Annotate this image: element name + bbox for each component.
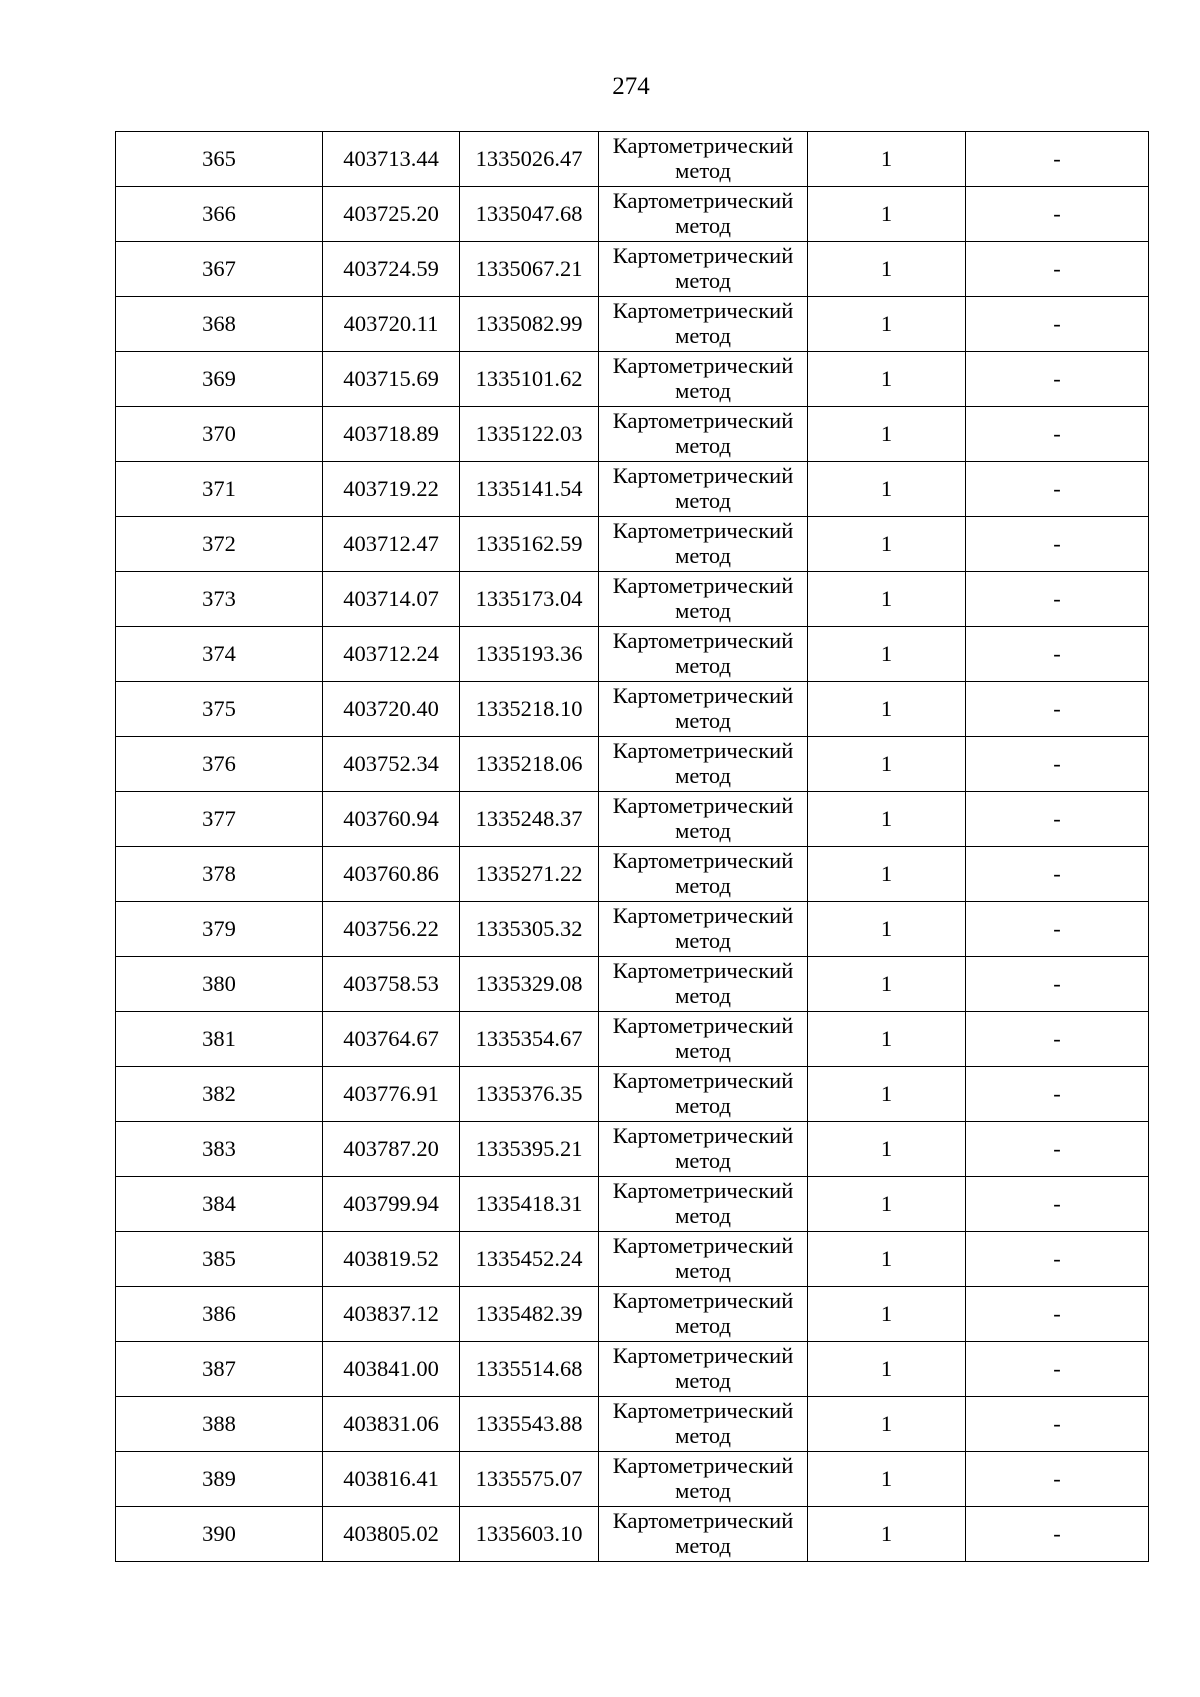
- method-line-1: Картометрический: [612, 243, 794, 268]
- point-number-cell: 377: [116, 792, 323, 847]
- method-line-2: метод: [675, 1093, 731, 1118]
- description-cell: -: [966, 627, 1149, 682]
- accuracy-cell: 1: [808, 1397, 966, 1452]
- x-coordinate-cell: 403720.40: [323, 682, 460, 737]
- method-line-2: метод: [675, 983, 731, 1008]
- table-row: [116, 462, 1149, 517]
- x-coordinate-cell: 403756.22: [323, 902, 460, 957]
- method-cell: [599, 462, 808, 517]
- accuracy-cell: 1: [808, 1507, 966, 1562]
- accuracy-cell: 1: [808, 187, 966, 242]
- accuracy-cell: 1: [808, 572, 966, 627]
- table-row: [116, 352, 1149, 407]
- method-line-2: метод: [675, 763, 731, 788]
- accuracy-cell: 1: [808, 132, 966, 187]
- method-line-2: метод: [675, 488, 731, 513]
- page-number: 274: [612, 73, 650, 100]
- x-coordinate-cell: 403776.91: [323, 1067, 460, 1122]
- y-coordinate-cell: 1335271.22: [460, 847, 599, 902]
- y-coordinate-cell: 1335141.54: [460, 462, 599, 517]
- y-coordinate-cell: 1335418.31: [460, 1177, 599, 1232]
- point-number-cell: 387: [116, 1342, 323, 1397]
- description-cell: -: [966, 352, 1149, 407]
- accuracy-cell: 1: [808, 682, 966, 737]
- method-line-1: Картометрический: [612, 408, 794, 433]
- accuracy-cell: 1: [808, 517, 966, 572]
- method-cell: [599, 517, 808, 572]
- method-line-1: Картометрический: [612, 1398, 794, 1423]
- method-line-2: метод: [675, 1148, 731, 1173]
- table-body: [116, 132, 1149, 1562]
- point-number-cell: 376: [116, 737, 323, 792]
- description-cell: -: [966, 682, 1149, 737]
- y-coordinate-cell: 1335354.67: [460, 1012, 599, 1067]
- accuracy-cell: 1: [808, 1452, 966, 1507]
- description-cell: -: [966, 1452, 1149, 1507]
- x-coordinate-cell: 403725.20: [323, 187, 460, 242]
- table-row: [116, 1122, 1149, 1177]
- method-line-1: Картометрический: [612, 133, 794, 158]
- point-number-cell: 373: [116, 572, 323, 627]
- method-cell: [599, 1067, 808, 1122]
- x-coordinate-cell: 403712.24: [323, 627, 460, 682]
- description-cell: -: [966, 517, 1149, 572]
- x-coordinate-cell: 403764.67: [323, 1012, 460, 1067]
- method-line-2: метод: [675, 543, 731, 568]
- accuracy-cell: 1: [808, 297, 966, 352]
- description-cell: -: [966, 1067, 1149, 1122]
- method-cell: [599, 572, 808, 627]
- description-cell: -: [966, 462, 1149, 517]
- x-coordinate-cell: 403720.11: [323, 297, 460, 352]
- point-number-cell: 378: [116, 847, 323, 902]
- y-coordinate-cell: 1335482.39: [460, 1287, 599, 1342]
- accuracy-cell: 1: [808, 352, 966, 407]
- y-coordinate-cell: 1335218.10: [460, 682, 599, 737]
- method-cell: [599, 407, 808, 462]
- method-line-2: метод: [675, 598, 731, 623]
- table-row: [116, 1397, 1149, 1452]
- x-coordinate-cell: 403787.20: [323, 1122, 460, 1177]
- y-coordinate-cell: 1335603.10: [460, 1507, 599, 1562]
- method-line-2: метод: [675, 268, 731, 293]
- method-line-1: Картометрический: [612, 353, 794, 378]
- y-coordinate-cell: 1335082.99: [460, 297, 599, 352]
- point-number-cell: 384: [116, 1177, 323, 1232]
- point-number-cell: 388: [116, 1397, 323, 1452]
- y-coordinate-cell: 1335026.47: [460, 132, 599, 187]
- method-line-2: метод: [675, 1423, 731, 1448]
- method-line-1: Картометрический: [612, 298, 794, 323]
- accuracy-cell: 1: [808, 1342, 966, 1397]
- point-number-cell: 370: [116, 407, 323, 462]
- y-coordinate-cell: 1335514.68: [460, 1342, 599, 1397]
- y-coordinate-cell: 1335173.04: [460, 572, 599, 627]
- accuracy-cell: 1: [808, 957, 966, 1012]
- y-coordinate-cell: 1335575.07: [460, 1452, 599, 1507]
- point-number-cell: 371: [116, 462, 323, 517]
- x-coordinate-cell: 403799.94: [323, 1177, 460, 1232]
- description-cell: -: [966, 1177, 1149, 1232]
- description-cell: -: [966, 187, 1149, 242]
- x-coordinate-cell: 403758.53: [323, 957, 460, 1012]
- table-row: [116, 682, 1149, 737]
- method-line-1: Картометрический: [612, 1233, 794, 1258]
- y-coordinate-cell: 1335067.21: [460, 242, 599, 297]
- method-line-2: метод: [675, 1478, 731, 1503]
- table-row: [116, 1507, 1149, 1562]
- method-line-1: Картометрический: [612, 573, 794, 598]
- description-cell: -: [966, 407, 1149, 462]
- table-row: [116, 957, 1149, 1012]
- method-cell: [599, 1012, 808, 1067]
- x-coordinate-cell: 403841.00: [323, 1342, 460, 1397]
- x-coordinate-cell: 403718.89: [323, 407, 460, 462]
- accuracy-cell: 1: [808, 627, 966, 682]
- accuracy-cell: 1: [808, 462, 966, 517]
- method-line-2: метод: [675, 323, 731, 348]
- accuracy-cell: 1: [808, 1232, 966, 1287]
- method-cell: [599, 187, 808, 242]
- x-coordinate-cell: 403816.41: [323, 1452, 460, 1507]
- accuracy-cell: 1: [808, 792, 966, 847]
- method-line-1: Картометрический: [612, 903, 794, 928]
- x-coordinate-cell: 403760.86: [323, 847, 460, 902]
- point-number-cell: 382: [116, 1067, 323, 1122]
- description-cell: -: [966, 957, 1149, 1012]
- method-cell: [599, 1177, 808, 1232]
- accuracy-cell: 1: [808, 407, 966, 462]
- method-cell: [599, 682, 808, 737]
- x-coordinate-cell: 403805.02: [323, 1507, 460, 1562]
- method-cell: [599, 1122, 808, 1177]
- method-cell: [599, 297, 808, 352]
- method-cell: [599, 1507, 808, 1562]
- method-cell: [599, 792, 808, 847]
- table-row: [116, 1067, 1149, 1122]
- point-number-cell: 390: [116, 1507, 323, 1562]
- method-line-1: Картометрический: [612, 518, 794, 543]
- description-cell: -: [966, 902, 1149, 957]
- y-coordinate-cell: 1335395.21: [460, 1122, 599, 1177]
- method-line-1: Картометрический: [612, 1453, 794, 1478]
- point-number-cell: 389: [116, 1452, 323, 1507]
- method-line-2: метод: [675, 1203, 731, 1228]
- method-cell: [599, 1287, 808, 1342]
- method-line-1: Картометрический: [612, 793, 794, 818]
- accuracy-cell: 1: [808, 847, 966, 902]
- accuracy-cell: 1: [808, 1122, 966, 1177]
- x-coordinate-cell: 403719.22: [323, 462, 460, 517]
- description-cell: -: [966, 242, 1149, 297]
- y-coordinate-cell: 1335305.32: [460, 902, 599, 957]
- point-number-cell: 365: [116, 132, 323, 187]
- method-cell: [599, 627, 808, 682]
- method-line-1: Картометрический: [612, 683, 794, 708]
- x-coordinate-cell: 403837.12: [323, 1287, 460, 1342]
- method-line-1: Картометрический: [612, 1288, 794, 1313]
- accuracy-cell: 1: [808, 1177, 966, 1232]
- method-cell: [599, 242, 808, 297]
- x-coordinate-cell: 403715.69: [323, 352, 460, 407]
- description-cell: -: [966, 1507, 1149, 1562]
- method-line-2: метод: [675, 708, 731, 733]
- point-number-cell: 368: [116, 297, 323, 352]
- method-cell: [599, 1452, 808, 1507]
- method-line-2: метод: [675, 1368, 731, 1393]
- method-line-2: метод: [675, 653, 731, 678]
- x-coordinate-cell: 403713.44: [323, 132, 460, 187]
- method-line-2: метод: [675, 818, 731, 843]
- description-cell: -: [966, 132, 1149, 187]
- method-line-1: Картометрический: [612, 1068, 794, 1093]
- x-coordinate-cell: 403831.06: [323, 1397, 460, 1452]
- description-cell: -: [966, 1397, 1149, 1452]
- method-line-1: Картометрический: [612, 1013, 794, 1038]
- method-line-2: метод: [675, 928, 731, 953]
- accuracy-cell: 1: [808, 737, 966, 792]
- y-coordinate-cell: 1335218.06: [460, 737, 599, 792]
- method-cell: [599, 902, 808, 957]
- method-line-1: Картометрический: [612, 188, 794, 213]
- y-coordinate-cell: 1335122.03: [460, 407, 599, 462]
- method-line-1: Картометрический: [612, 738, 794, 763]
- point-number-cell: 372: [116, 517, 323, 572]
- x-coordinate-cell: 403712.47: [323, 517, 460, 572]
- description-cell: -: [966, 737, 1149, 792]
- y-coordinate-cell: 1335162.59: [460, 517, 599, 572]
- method-line-1: Картометрический: [612, 1178, 794, 1203]
- x-coordinate-cell: 403752.34: [323, 737, 460, 792]
- x-coordinate-cell: 403714.07: [323, 572, 460, 627]
- method-cell: [599, 1342, 808, 1397]
- table-row: [116, 517, 1149, 572]
- method-cell: [599, 352, 808, 407]
- table-row: [116, 627, 1149, 682]
- description-cell: -: [966, 1232, 1149, 1287]
- y-coordinate-cell: 1335376.35: [460, 1067, 599, 1122]
- point-number-cell: 369: [116, 352, 323, 407]
- point-number-cell: 381: [116, 1012, 323, 1067]
- y-coordinate-cell: 1335329.08: [460, 957, 599, 1012]
- table-row: [116, 847, 1149, 902]
- table-row: [116, 902, 1149, 957]
- point-number-cell: 375: [116, 682, 323, 737]
- method-line-2: метод: [675, 158, 731, 183]
- method-line-1: Картометрический: [612, 1343, 794, 1368]
- point-number-cell: 386: [116, 1287, 323, 1342]
- method-line-2: метод: [675, 1533, 731, 1558]
- method-cell: [599, 1397, 808, 1452]
- y-coordinate-cell: 1335543.88: [460, 1397, 599, 1452]
- method-line-2: метод: [675, 433, 731, 458]
- method-line-2: метод: [675, 213, 731, 238]
- table-row: [116, 242, 1149, 297]
- method-line-1: Картометрический: [612, 463, 794, 488]
- method-cell: [599, 737, 808, 792]
- description-cell: -: [966, 1287, 1149, 1342]
- point-number-cell: 374: [116, 627, 323, 682]
- table-row: [116, 187, 1149, 242]
- table-row: [116, 792, 1149, 847]
- method-line-2: метод: [675, 873, 731, 898]
- table-row: [116, 1342, 1149, 1397]
- accuracy-cell: 1: [808, 902, 966, 957]
- description-cell: -: [966, 1122, 1149, 1177]
- method-line-1: Картометрический: [612, 1123, 794, 1148]
- table-row: [116, 1452, 1149, 1507]
- y-coordinate-cell: 1335101.62: [460, 352, 599, 407]
- method-line-1: Картометрический: [612, 958, 794, 983]
- method-line-1: Картометрический: [612, 848, 794, 873]
- point-number-cell: 379: [116, 902, 323, 957]
- point-number-cell: 383: [116, 1122, 323, 1177]
- method-line-2: метод: [675, 1258, 731, 1283]
- method-cell: [599, 957, 808, 1012]
- table-row: [116, 297, 1149, 352]
- x-coordinate-cell: 403760.94: [323, 792, 460, 847]
- description-cell: -: [966, 297, 1149, 352]
- point-number-cell: 380: [116, 957, 323, 1012]
- method-line-1: Картометрический: [612, 628, 794, 653]
- method-cell: [599, 132, 808, 187]
- y-coordinate-cell: 1335248.37: [460, 792, 599, 847]
- method-cell: [599, 847, 808, 902]
- table-row: [116, 1012, 1149, 1067]
- description-cell: -: [966, 572, 1149, 627]
- coordinates-table: [115, 131, 1149, 1562]
- y-coordinate-cell: 1335452.24: [460, 1232, 599, 1287]
- accuracy-cell: 1: [808, 1012, 966, 1067]
- accuracy-cell: 1: [808, 1287, 966, 1342]
- point-number-cell: 367: [116, 242, 323, 297]
- method-line-2: метод: [675, 378, 731, 403]
- description-cell: -: [966, 1342, 1149, 1397]
- description-cell: -: [966, 1012, 1149, 1067]
- y-coordinate-cell: 1335047.68: [460, 187, 599, 242]
- point-number-cell: 385: [116, 1232, 323, 1287]
- description-cell: -: [966, 792, 1149, 847]
- y-coordinate-cell: 1335193.36: [460, 627, 599, 682]
- x-coordinate-cell: 403819.52: [323, 1232, 460, 1287]
- table-row: [116, 1232, 1149, 1287]
- table-row: [116, 1177, 1149, 1232]
- table-row: [116, 737, 1149, 792]
- accuracy-cell: 1: [808, 242, 966, 297]
- method-line-2: метод: [675, 1038, 731, 1063]
- method-line-1: Картометрический: [612, 1508, 794, 1533]
- table-row: [116, 407, 1149, 462]
- accuracy-cell: 1: [808, 1067, 966, 1122]
- x-coordinate-cell: 403724.59: [323, 242, 460, 297]
- method-cell: [599, 1232, 808, 1287]
- table-row: [116, 1287, 1149, 1342]
- table-row: [116, 572, 1149, 627]
- description-cell: -: [966, 847, 1149, 902]
- table-row: [116, 132, 1149, 187]
- method-line-2: метод: [675, 1313, 731, 1338]
- point-number-cell: 366: [116, 187, 323, 242]
